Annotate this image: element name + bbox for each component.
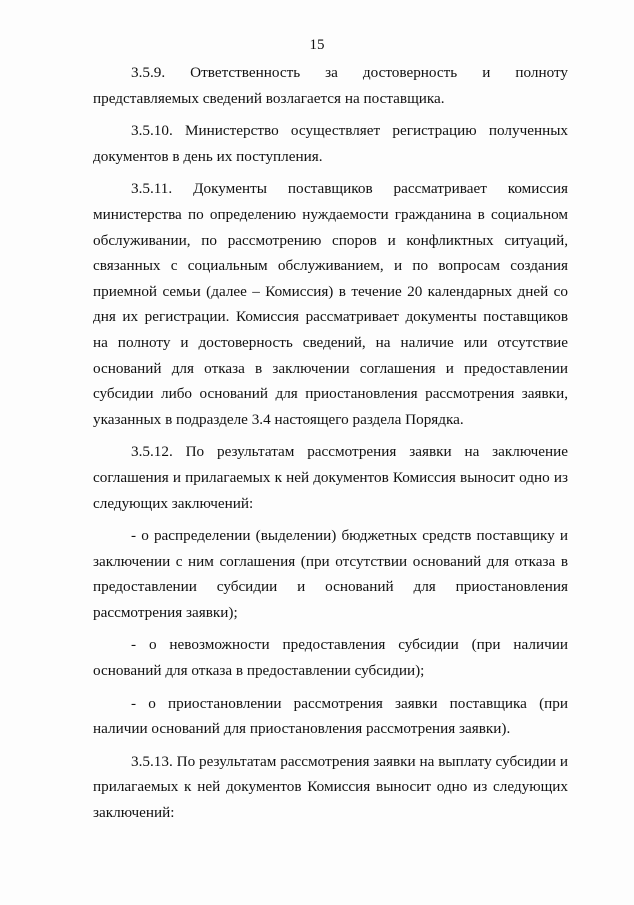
page-number: 15	[309, 37, 325, 53]
paragraph-3-5-10: 3.5.10. Министерство осуществляет регистрацию полученных документов в день их поступления.	[93, 122, 568, 165]
list-item-subsidy-impossible: - о невозможности предоставления субсидии (при наличии оснований для отказа в предоставлении субсидии);	[93, 636, 568, 680]
document-body	[93, 60, 568, 833]
paragraph-3-5-12: 3.5.12. По результатам рассмотрения заявки на заключение соглашения и прилагаемых к ней документов Комиссия выносит одно из следующих заключений:	[93, 443, 568, 512]
paragraph-3-5-11: 3.5.11. Документы поставщиков рассматривает комиссия министерства по определению нуждаемости гражданина в социальном обслуживании, по рассмотрению споров и конфликтных ситуаций, связанных с социальным обслуживанием, и по вопросам создания приемной семьи (далее – Комиссия) в течение 20 календарных дней со дня их регистрации. Комиссия рассматривает документы поставщиков на полноту и достоверность сведений, на наличие или отсутствие оснований для отказа в заключении соглашения и предоставлении субсидии либо оснований для приостановления рассмотрения заявки, указанных в подразделе 3.4 настоящего раздела Порядка.	[93, 180, 568, 428]
list-item-application-suspended: - о приостановлении рассмотрения заявки поставщика (при наличии оснований для приостановления рассмотрения заявки).	[93, 694, 568, 738]
paragraph-3-5-13: 3.5.13. По результатам рассмотрения заявки на выплату субсидии и прилагаемых к ней документов Комиссия выносит одно из следующих заключений:	[93, 752, 568, 822]
paragraph-3-5-9: 3.5.9. Ответственность за достоверность и полноту представляемых сведений возлагается на поставщика.	[93, 64, 568, 107]
list-item-funds-distribution: - о распределении (выделении) бюджетных средств поставщику и заключении с ним соглашения (при отсутствии оснований для отказа в предоставлении субсидии и оснований для приостановления рассмотрения заявки);	[93, 527, 568, 621]
